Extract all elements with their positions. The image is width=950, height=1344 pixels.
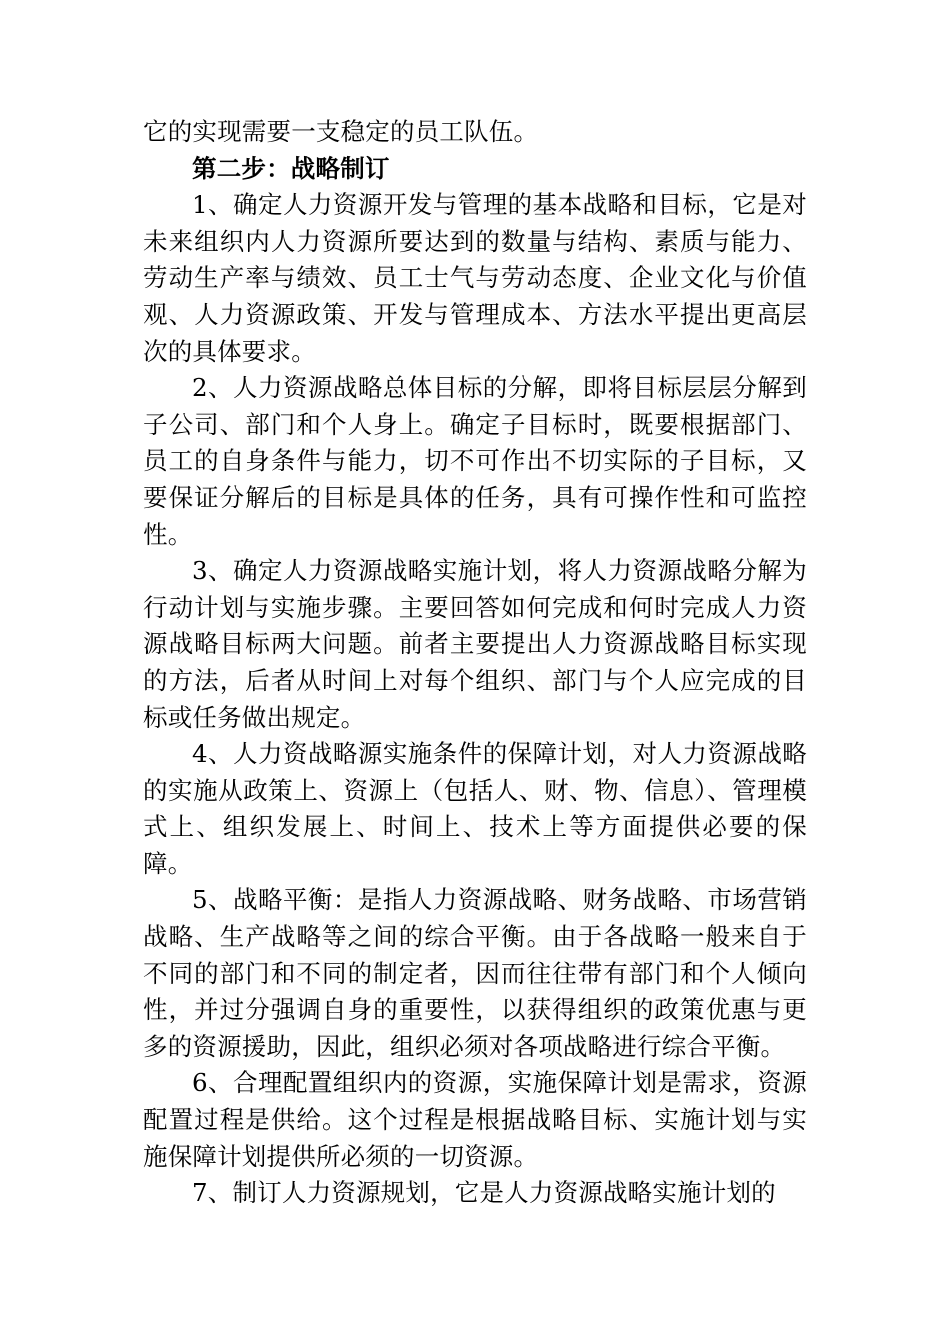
paragraph-7: 7、制订人力资源规划，它是人力资源战略实施计划的	[192, 1178, 776, 1208]
section-heading: 第二步：战略制订	[192, 153, 390, 183]
paragraph-4: 4、人力资战略源实施条件的保障计划，对人力资源战略的实施从政策上、资源上（包括人、财、物、信息）、管理模式上、组织发展上、时间上、技术上等方面提供必要的保障。	[143, 739, 807, 878]
continuation-paragraph: 它的实现需要一支稳定的员工队伍。	[143, 117, 539, 146]
paragraph-6: 6、合理配置组织内的资源，实施保障计划是需求，资源配置过程是供给。这个过程是根据战略目标、实施计划与实施保障计划提供所必须的一切资源。	[143, 1068, 807, 1171]
paragraph-5: 5、战略平衡：是指人力资源战略、财务战略、市场营销战略、生产战略等之间的综合平衡。由于各战略一般来自于不同的部门和不同的制定者，因而往往带有部门和个人倾向性，并过分强调自身的重要性，以获得组织的政策优惠与更多的资源援助，因此，组织必须对各项战略进行综合平衡。	[143, 885, 807, 1061]
paragraph-1: 1、确定人力资源开发与管理的基本战略和目标，它是对未来组织内人力资源所要达到的数量与结构、素质与能力、劳动生产率与绩效、员工士气与劳动态度、企业文化与价值观、人力资源政策、开发与管理成本、方法水平提出更高层次的具体要求。	[143, 190, 807, 366]
paragraph-2: 2、人力资源战略总体目标的分解，即将目标层层分解到子公司、部门和个人身上。确定子目标时，既要根据部门、员工的自身条件与能力，切不可作出不切实际的子目标，又要保证分解后的目标是具体的任务，具有可操作性和可监控性。	[143, 373, 807, 549]
paragraph-3: 3、确定人力资源战略实施计划，将人力资源战略分解为行动计划与实施步骤。主要回答如何完成和何时完成人力资源战略目标两大问题。前者主要提出人力资源战略目标实现的方法，后者从时间上对每个组织、部门与个人应完成的目标或任务做出规定。	[143, 556, 807, 732]
document-page	[143, 114, 807, 1212]
